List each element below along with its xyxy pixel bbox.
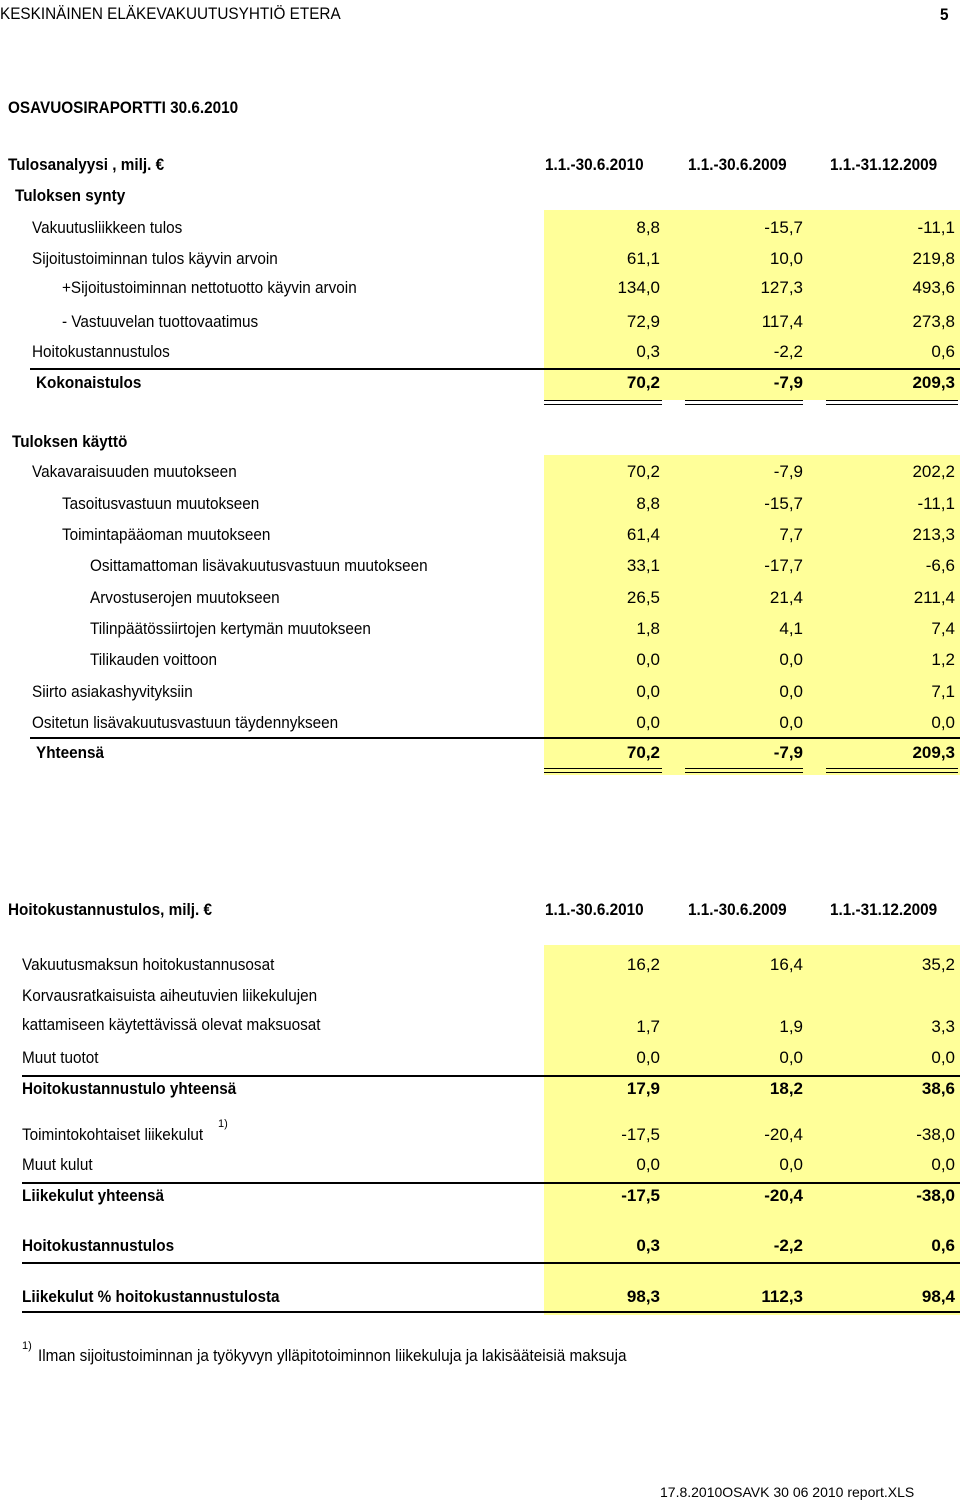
cell-value: -2,2 <box>773 342 803 361</box>
cell-value: 33,1 <box>626 556 660 575</box>
cell-value: -20,4 <box>764 1186 803 1205</box>
double-rule <box>826 404 958 405</box>
double-rule <box>544 400 662 401</box>
row-label: Korvausratkaisuista aiheutuvien liikekulujen <box>22 986 318 1005</box>
underline-rule <box>22 1311 960 1313</box>
company-name: KESKINÄINEN ELÄKEVAKUUTUSYHTIÖ ETERA <box>0 4 341 23</box>
cell-value: 17,9 <box>626 1079 660 1098</box>
row-label: Tasoitusvastuun muutokseen <box>62 494 260 513</box>
row-label: Vakuutusmaksun hoitokustannusosat <box>22 955 275 974</box>
row-label: Osittamattoman lisävakuutusvastuun muutokseen <box>90 556 428 575</box>
cell-value: 209,3 <box>912 373 955 392</box>
cell-value: 8,8 <box>636 494 660 513</box>
subtotal-rule <box>22 1182 960 1184</box>
cell-value: 16,2 <box>626 955 660 974</box>
cell-value: 134,0 <box>617 278 660 297</box>
cell-value: -38,0 <box>916 1186 955 1205</box>
cell-value: 202,2 <box>912 462 955 481</box>
cell-value: 4,1 <box>779 619 803 638</box>
row-label: Toimintapääoman muutokseen <box>62 525 271 544</box>
page-number: 5 <box>940 5 949 24</box>
cell-value: 72,9 <box>626 312 660 331</box>
section2-title-text: Hoitokustannustulos, milj. <box>8 900 200 919</box>
double-rule <box>826 768 958 769</box>
cell-value: 3,3 <box>931 1017 955 1036</box>
cell-value: 0,0 <box>779 1048 803 1067</box>
cell-value: 0,6 <box>931 1236 955 1255</box>
cell-value: 1,9 <box>779 1017 803 1036</box>
cell-value: 38,6 <box>921 1079 955 1098</box>
cell-value: 0,3 <box>636 342 660 361</box>
row-label: Ositetun lisävakuutusvastuun täydennykseen <box>32 713 339 732</box>
cell-value: -38,0 <box>916 1125 955 1144</box>
row-label: Liikekulut % hoitokustannustulosta <box>22 1287 280 1306</box>
cell-value: -17,7 <box>764 556 803 575</box>
double-rule <box>544 404 662 405</box>
col-header-1: 1.1.-30.6.2010 <box>545 155 644 174</box>
subtotal-rule <box>22 1075 960 1077</box>
double-rule <box>826 400 958 401</box>
cell-value: 0,0 <box>931 1155 955 1174</box>
cell-value: -17,5 <box>621 1186 660 1205</box>
highlight-block <box>544 210 960 400</box>
kaytto-heading: Tuloksen käyttö <box>12 432 128 451</box>
synty-heading: Tuloksen synty <box>15 186 126 205</box>
col-header-2: 1.1.-30.6.2009 <box>688 155 787 174</box>
row-label: kattamiseen käytettävissä olevat maksuosat <box>22 1015 321 1034</box>
double-rule <box>826 772 958 773</box>
row-label: Liikekulut yhteensä <box>22 1186 165 1205</box>
cell-value: 0,0 <box>636 1048 660 1067</box>
col-header-3: 1.1.-31.12.2009 <box>830 900 938 919</box>
total-rule <box>30 737 960 739</box>
cell-value: 7,7 <box>779 525 803 544</box>
row-label: - Vastuuvelan tuottovaatimus <box>62 312 259 331</box>
cell-value: 98,4 <box>921 1287 955 1306</box>
col-header-3: 1.1.-31.12.2009 <box>830 155 938 174</box>
cell-value: 0,0 <box>636 650 660 669</box>
double-rule <box>544 768 662 769</box>
row-label: Tilinpäätössiirtojen kertymän muutokseen <box>90 619 371 638</box>
cell-value: 1,8 <box>636 619 660 638</box>
row-label: +Sijoitustoiminnan nettotuotto käyvin arvoin <box>62 278 357 297</box>
cell-value: 98,3 <box>626 1287 660 1306</box>
cell-value: 10,0 <box>769 249 803 268</box>
cell-value: 8,8 <box>636 218 660 237</box>
section1-title: Tulosanalyysi , milj. € <box>8 155 165 174</box>
cell-value: 0,0 <box>779 1155 803 1174</box>
cell-value: -7,9 <box>773 743 803 762</box>
cell-value: -2,2 <box>773 1236 803 1255</box>
cell-value: 0,0 <box>636 713 660 732</box>
cell-value: -11,1 <box>917 218 955 237</box>
underline-rule <box>22 1262 960 1264</box>
row-label: Vakavaraisuuden muutokseen <box>32 462 237 481</box>
footnote-mark: 1) <box>22 1340 32 1352</box>
cell-value: -11,1 <box>917 494 955 513</box>
cell-value: 219,8 <box>912 249 955 268</box>
row-label: Muut tuotot <box>22 1048 99 1067</box>
cell-value: 70,2 <box>626 462 660 481</box>
row-label: Kokonaistulos <box>36 373 142 392</box>
cell-value: 61,4 <box>626 525 660 544</box>
report-title: OSAVUOSIRAPORTTI 30.6.2010 <box>8 98 239 117</box>
double-rule <box>685 772 803 773</box>
row-label: Hoitokustannustulos <box>22 1236 175 1255</box>
cell-value: 35,2 <box>921 955 955 974</box>
cell-value: 26,5 <box>626 588 660 607</box>
file-footer: 17.8.2010OSAVK 30 06 2010 report.XLS <box>660 1484 915 1500</box>
row-label: Toimintokohtaiset liikekulut <box>22 1125 204 1144</box>
row-label: Muut kulut <box>22 1155 93 1174</box>
cell-value: 21,4 <box>769 588 803 607</box>
footnote-text: Ilman sijoitustoiminnan ja työkyvyn ylläpitotoiminnon liikekuluja ja lakisääteisiä maksuja <box>38 1346 627 1365</box>
row-label: Tilikauden voittoon <box>90 650 218 669</box>
row-label: Hoitokustannustulos <box>32 342 170 361</box>
cell-value: 0,3 <box>636 1236 660 1255</box>
cell-value: 70,2 <box>626 373 660 392</box>
cell-value: 493,6 <box>912 278 955 297</box>
cell-value: -7,9 <box>773 373 803 392</box>
cell-value: -15,7 <box>764 494 803 513</box>
total-rule <box>30 368 960 370</box>
row-label: Vakuutusliikkeen tulos <box>32 218 183 237</box>
cell-value: 7,4 <box>931 619 955 638</box>
cell-value: 7,1 <box>931 682 955 701</box>
cell-value: 0,0 <box>779 650 803 669</box>
cell-value: -7,9 <box>773 462 803 481</box>
cell-value: 18,2 <box>769 1079 803 1098</box>
col-header-1: 1.1.-30.6.2010 <box>545 900 644 919</box>
cell-value: 211,4 <box>913 588 955 607</box>
double-rule <box>544 772 662 773</box>
double-rule <box>685 768 803 769</box>
row-label: Hoitokustannustulo yhteensä <box>22 1079 237 1098</box>
cell-value: -17,5 <box>621 1125 660 1144</box>
col-header-2: 1.1.-30.6.2009 <box>688 900 787 919</box>
cell-value: 1,7 <box>636 1017 660 1036</box>
cell-value: 0,0 <box>636 1155 660 1174</box>
double-rule <box>685 400 803 401</box>
row-label: Sijoitustoiminnan tulos käyvin arvoin <box>32 249 278 268</box>
cell-value: 117,4 <box>761 312 803 331</box>
cell-value: 0,0 <box>931 1048 955 1067</box>
double-rule <box>685 404 803 405</box>
cell-value: 0,0 <box>931 713 955 732</box>
cell-value: 112,3 <box>761 1287 803 1306</box>
row-label: Yhteensä <box>36 743 105 762</box>
cell-value: 273,8 <box>912 312 955 331</box>
cell-value: 70,2 <box>626 743 660 762</box>
cell-value: -20,4 <box>764 1125 803 1144</box>
cell-value: 213,3 <box>912 525 955 544</box>
row-label: Arvostuserojen muutokseen <box>90 588 280 607</box>
cell-value: 61,1 <box>626 249 660 268</box>
cell-value: 0,0 <box>779 713 803 732</box>
cell-value: -6,6 <box>925 556 955 575</box>
row-label: Siirto asiakashyvityksiin <box>32 682 193 701</box>
cell-value: 209,3 <box>912 743 955 762</box>
cell-value: 0,0 <box>636 682 660 701</box>
cell-value: 16,4 <box>769 955 803 974</box>
section2-title: Hoitokustannustulos, milj. € <box>8 900 213 919</box>
cell-value: 1,2 <box>931 650 955 669</box>
cell-value: 0,6 <box>931 342 955 361</box>
cell-value: 127,3 <box>760 278 803 297</box>
footnote-ref: 1) <box>218 1118 228 1130</box>
cell-value: 0,0 <box>779 682 803 701</box>
cell-value: -15,7 <box>764 218 803 237</box>
section1-title-text: Tulosanalyysi , milj. <box>8 155 152 174</box>
